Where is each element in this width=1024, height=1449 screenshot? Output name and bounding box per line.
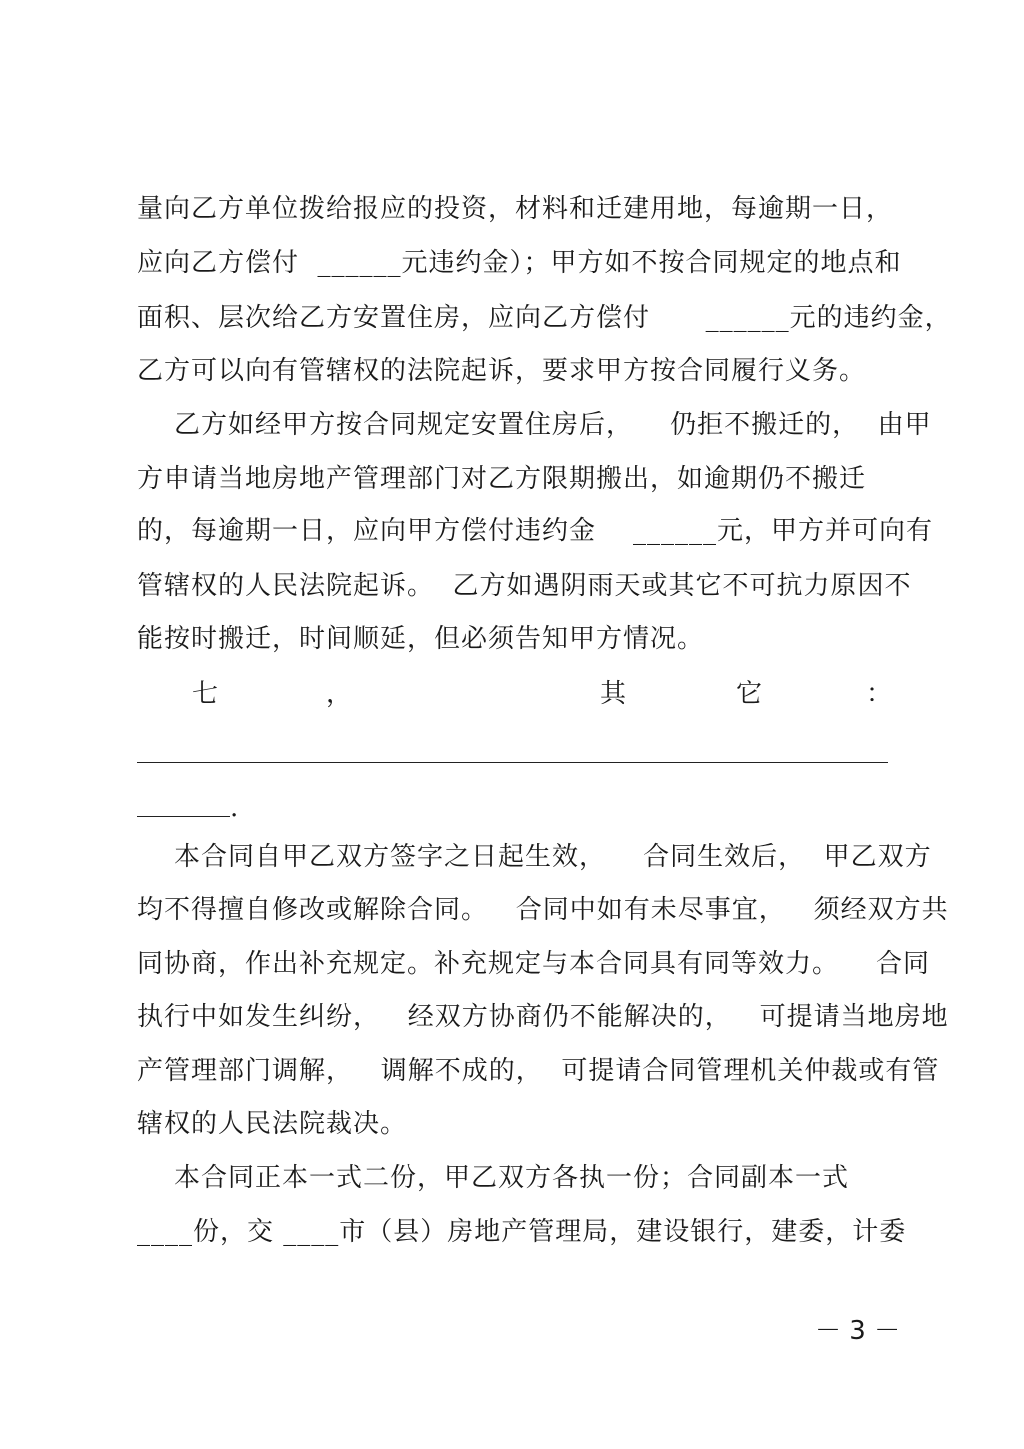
section-7-number: 七 <box>192 679 220 709</box>
section-7-colon: ： <box>866 679 894 709</box>
section-7-word-2: 它 <box>736 679 764 709</box>
blank-end-period: . <box>230 793 239 823</box>
paragraph-1-line-1: 量向乙方单位拨给报应的投资，材料和迁建用地，每逾期一日， <box>137 194 894 224</box>
paragraph-1-line-2: 应向乙方偿付 ______元违约金）；甲方如不按合同规定的地点和 <box>137 248 902 278</box>
paragraph-3-line-1: 本合同自甲乙双方签字之日起生效， 合同生效后， 甲乙双方 <box>137 842 932 872</box>
paragraph-2-line-2: 方申请当地房地产管理部门对乙方限期搬出，如逾期仍不搬迁 <box>137 464 867 494</box>
paragraph-3-line-2: 均不得擅自修改或解除合同。 合同中如有未尽事宜， 须经双方共 <box>137 895 949 925</box>
paragraph-1-line-4: 乙方可以向有管辖权的法院起诉，要求甲方按合同履行义务。 <box>137 356 867 386</box>
paragraph-2-line-1: 乙方如经甲方按合同规定安置住房后， 仍拒不搬迁的， 由甲 <box>137 410 932 440</box>
paragraph-2-line-4: 管辖权的人民法院起诉。 乙方如遇阴雨天或其它不可抗力原因不 <box>137 571 912 601</box>
page-number: － 3 － <box>815 1316 901 1346</box>
paragraph-3-line-3: 同协商，作出补充规定。补充规定与本合同具有同等效力。 合同 <box>137 949 931 979</box>
section-7-word-1: 其 <box>600 679 628 709</box>
paragraph-2-line-5: 能按时搬迁，时间顺延，但必须告知甲方情况。 <box>137 624 705 654</box>
paragraph-4-line-2: ____份，交 ____市（县）房地产管理局，建设银行，建委，计委 <box>137 1217 907 1247</box>
section-7-comma: ， <box>326 679 354 709</box>
paragraph-4-line-1: 本合同正本一式二份，甲乙双方各执一份；合同副本一式 <box>137 1163 850 1193</box>
fill-in-blank-line <box>137 762 888 763</box>
paragraph-3-line-4: 执行中如发生纠纷， 经双方协商仍不能解决的， 可提请当地房地 <box>137 1002 949 1032</box>
paragraph-1-line-3: 面积、层次给乙方安置住房，应向乙方偿付 ______元的违约金， <box>137 303 952 333</box>
paragraph-2-line-3: 的，每逾期一日，应向甲方偿付违约金 ______元，甲方并可向有 <box>137 516 934 546</box>
paragraph-3-line-5: 产管理部门调解， 调解不成的， 可提请合同管理机关仲裁或有管 <box>137 1056 940 1086</box>
fill-in-blank-short-line <box>137 816 230 817</box>
paragraph-3-line-6: 辖权的人民法院裁决。 <box>137 1109 408 1139</box>
